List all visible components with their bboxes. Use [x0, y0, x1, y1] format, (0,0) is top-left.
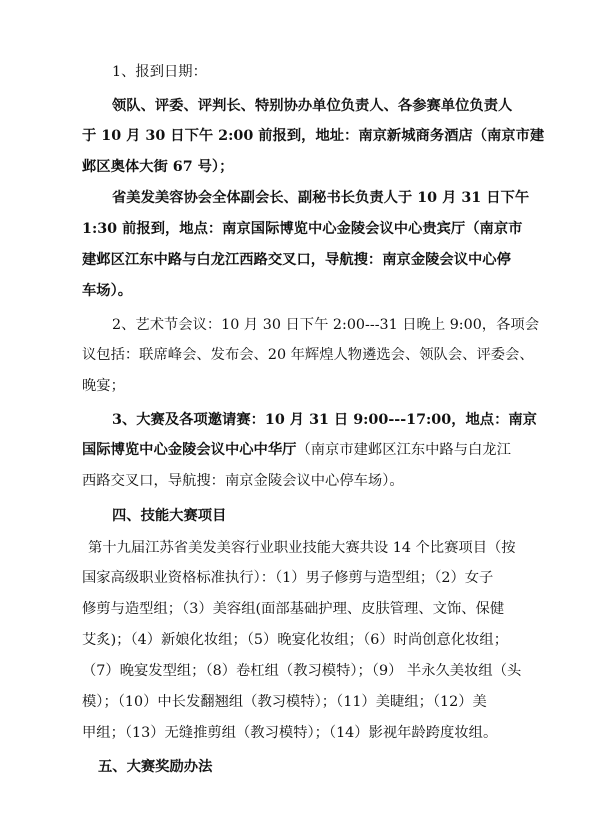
- section-3-line-2: [82, 440, 511, 460]
- section-2-line-2: 议包括：联席峰会、发布会、20 年辉煌人物遴选会、领队会、评委会、: [82, 347, 534, 363]
- section-4-line-5: （7）晚宴发型组；（8）卷杠组（教习模特）；（9） 半永久美妆组（头: [82, 663, 522, 679]
- section-1-paragraph-2-line-1: 省美发美容协会全体副会长、副秘书长负责人于 10 月 31 日下午: [112, 190, 530, 206]
- section-3-line-3: 西路交叉口，导航搜：南京金陵会议中心停车场）。: [82, 473, 404, 489]
- section-4-line-3: 修剪与造型组；（3）美容组(面部基础护理、皮肤管理、文饰、保健: [82, 601, 505, 617]
- section-1-paragraph-1-line-3: 邺区奥体大街 67 号）；: [82, 159, 234, 175]
- section-3-address: （南京市建邺区江东中路与白龙江: [296, 442, 511, 458]
- section-4-line-1: 第十九届江苏省美发美容行业职业技能大赛共设 14 个比赛项目（按: [88, 540, 516, 556]
- section-3-line-1: 3、大赛及各项邀请赛：10 月 31 日 9:00---17:00，地点：南京: [112, 412, 537, 428]
- section-1-paragraph-1-line-2: 于 10 月 30 日下午 2:00 前报到，地址：南京新城商务酒店（南京市建: [82, 128, 545, 144]
- section-3-venue: 国际博览中心金陵会议中心中华厅: [82, 442, 297, 458]
- section-1-paragraph-1-line-1: 领队、评委、评判长、特别协办单位负责人、各参赛单位负责人: [112, 98, 513, 114]
- heading-5: 五、大赛奖励办法: [98, 759, 213, 775]
- section-4-line-7: 甲组；（13）无缝推剪组（教习模特）；（14）影视年龄跨度妆组。: [82, 725, 498, 741]
- section-2-line-3: 晚宴；: [82, 378, 125, 394]
- section-4-line-2: 国家高级职业资格标准执行）：（1）男子修剪与造型组；（2）女子: [82, 570, 494, 586]
- heading-4: 四、技能大赛项目: [112, 508, 227, 524]
- section-4-line-4: 艾炙)；（4）新娘化妆组；（5）晚宴化妆组；（6）时尚创意化妆组；: [82, 632, 509, 648]
- section-1-paragraph-2-line-2: 1:30 前报到，地点：南京国际博览中心金陵会议中心贵宾厅（南京市: [82, 221, 523, 237]
- section-1-paragraph-2-line-4: 车场）。: [82, 283, 133, 299]
- section-4-line-6: 模）；（10）中长发翻翘组（教习模特）；（11）美睫组；（12）美: [82, 694, 487, 710]
- section-2-line-1: 2、艺术节会议：10 月 30 日下午 2:00---31 日晚上 9:00，各项会: [112, 317, 539, 333]
- section-1-paragraph-2-line-3: 建邺区江东中路与白龙江西路交叉口，导航搜：南京金陵会议中心停: [82, 252, 511, 268]
- section-1-title: 1、报到日期：: [112, 64, 207, 80]
